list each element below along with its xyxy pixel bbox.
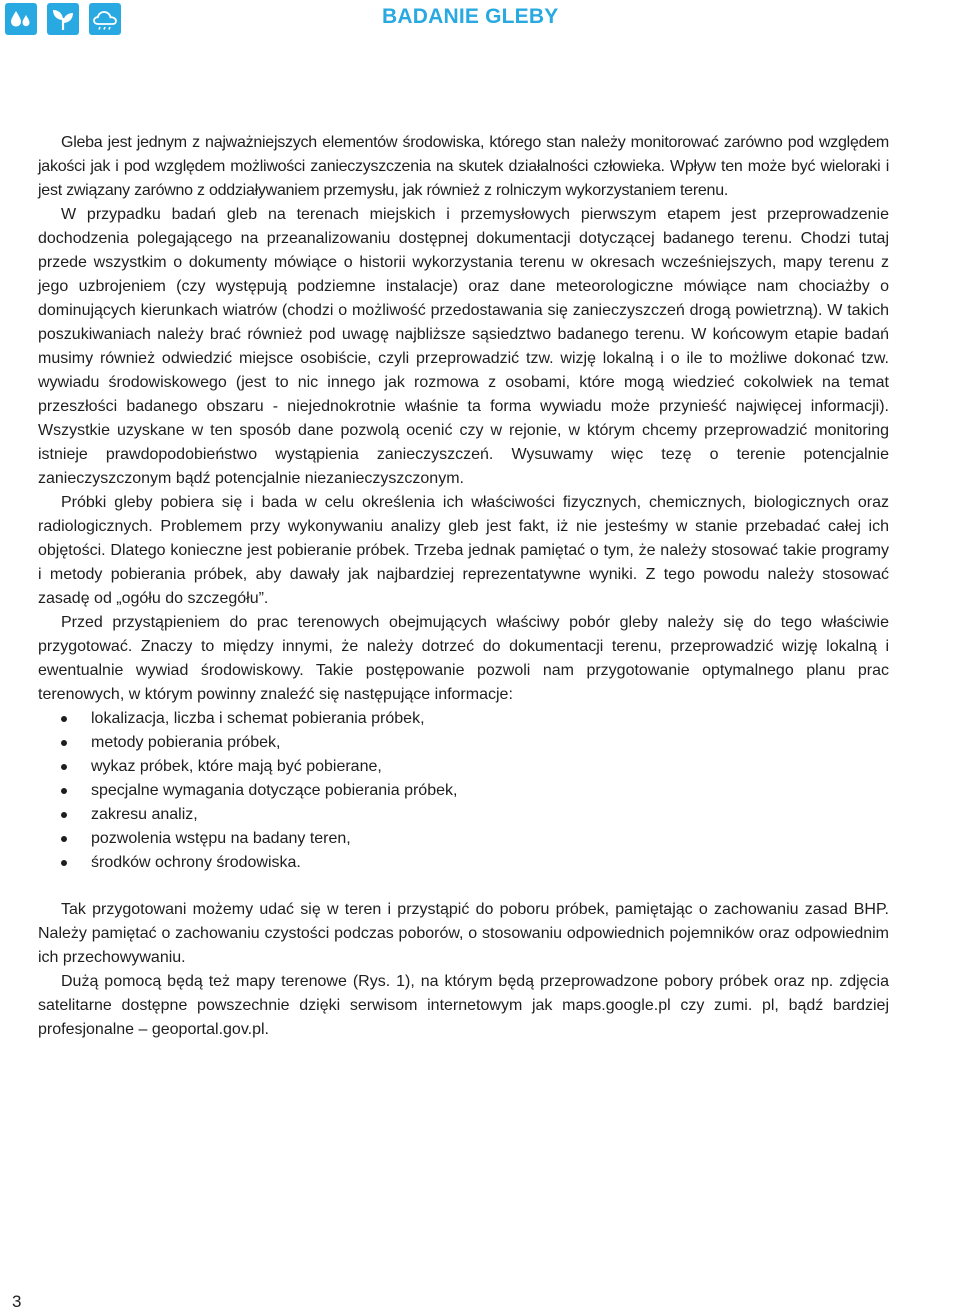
list-item: lokalizacja, liczba i schemat pobierania próbek,	[38, 707, 889, 731]
paragraph-samples: Próbki gleby pobiera się i bada w celu określenia ich właściwości fizycznych, chemicznych, biologicznych oraz radiologicznych. Problemem przy wykonywaniu analizy gleb jest fakt, iż nie jesteśmy w stanie przebadać całej ich objętości. Dlatego konieczne jest pobieranie próbek. Trzeba jednak pamiętać o tym, że należy stosować takie programy i metody pobierania próbek, aby dawały jak najbardziej reprezentatywne wyniki. Z tego powodu należy stosować zasadę od „ogółu do szczegółu”.	[38, 494, 889, 607]
paragraph-maps: Dużą pomocą będą też mapy terenowe (Rys. 1), na którym będą przeprowadzone pobory próbek oraz np. zdjęcia satelitarne dostępne powszechnie dzięki serwisom internetowym jak maps.google.pl czy zumi. pl, bądź bardziej profesjonalne – geoportal.gov.pl.	[38, 973, 889, 1038]
list-item: metody pobierania próbek,	[38, 731, 889, 755]
bullet-icon	[61, 812, 67, 818]
list-item: zakresu analiz,	[38, 803, 889, 827]
paragraph-urban-industrial: W przypadku badań gleb na terenach miejskich i przemysłowych pierwszym etapem jest przeprowadzenie dochodzenia polegającego na przeanalizowaniu dostępnej dokumentacji dotyczącej badanego terenu. Chodzi tutaj przede wszystkim o dokumenty mówiące o historii wykorzystania terenu w okresach wcześniejszych, mapy terenu z jego uzbrojeniem (czy występują podziemne instalacje) oraz dane meteorologiczne mówiące nam chociażby o dominujących kierunkach wiatrów (chodzi o możliwość przedostawania się zanieczyszczeń drogą powietrzną). W takich poszukiwaniach należy brać również pod uwagę najbliższe sąsiedztwo badanego terenu. W końcowym etapie badań musimy również odwiedzić miejsce osobiście, czyli przeprowadzić tzw. wizję lokalną i o ile to możliwe dokonać tzw. wywiadu środowiskowego (jest to nic innego jak rozmowa z osobami, które mogą wiedzieć cokolwiek na temat przeszłości badanego obszaru - niejednokrotnie właśnie ta forma wywiadu może przynieść najwięcej informacji). Wszystkie uzyskane w ten sposób dane pozwolą ocenić czy w rejonie, w którym chcemy przeprowadzić monitoring istnieje prawdopodobieństwo wystąpienia zanieczyszczeń. Wysuwamy więc tezę o terenie potencjalnie zanieczyszczonym bądź potencjalnie niezanieczyszczonym.	[38, 206, 889, 487]
page-number: 3	[12, 1292, 22, 1311]
page-header	[0, 0, 960, 36]
list-item: specjalne wymagania dotyczące pobierania próbek,	[38, 779, 889, 803]
info-list	[38, 707, 889, 875]
cloud-rain-icon	[89, 3, 121, 35]
paragraph-intro: Gleba jest jednym z najważniejszych elementów środowiska, którego stan należy monitorować zarówno pod względem jakości jak i pod względem możliwości zanieczyszczenia na skutek działalności człowieka. Wpływ ten może być wieloraki i jest związany zarówno z oddziaływaniem przemysłu, jak również z rolniczym wykorzystaniem terenu.	[38, 134, 889, 199]
water-drops-icon	[5, 3, 37, 35]
bullet-icon	[61, 716, 67, 722]
bullet-icon	[61, 860, 67, 866]
list-item: wykaz próbek, które mają być pobierane,	[38, 755, 889, 779]
paragraph-field-work: Tak przygotowani możemy udać się w teren i przystąpić do poboru próbek, pamiętając o zachowaniu zasad BHP. Należy pamiętać o zachowaniu czystości podczas poborów, o stosowaniu odpowiednich pojemników oraz odpowiednim ich przechowywaniu.	[38, 901, 889, 966]
bullet-icon	[61, 764, 67, 770]
list-item: pozwolenia wstępu na badany teren,	[38, 827, 889, 851]
leaf-sprout-icon	[47, 3, 79, 35]
bullet-icon	[61, 788, 67, 794]
paragraph-preparation: Przed przystąpieniem do prac terenowych obejmujących właściwy pobór gleby należy się do tego właściwie przygotować. Znaczy to między innymi, że należy dotrzeć do dokumentacji terenu, przeprowadzić wizję lokalną i ewentualnie wywiad środowiskowy. Takie postępowanie pozwoli nam przygotowanie optymalnego planu prac terenowych, w którym powinny znaleźć się następujące informacje:	[38, 614, 889, 703]
bullet-icon	[61, 836, 67, 842]
article-body	[38, 131, 889, 1042]
list-item: środków ochrony środowiska.	[38, 851, 889, 875]
section-title: BADANIE GLEBY	[382, 5, 559, 28]
bullet-icon	[61, 740, 67, 746]
